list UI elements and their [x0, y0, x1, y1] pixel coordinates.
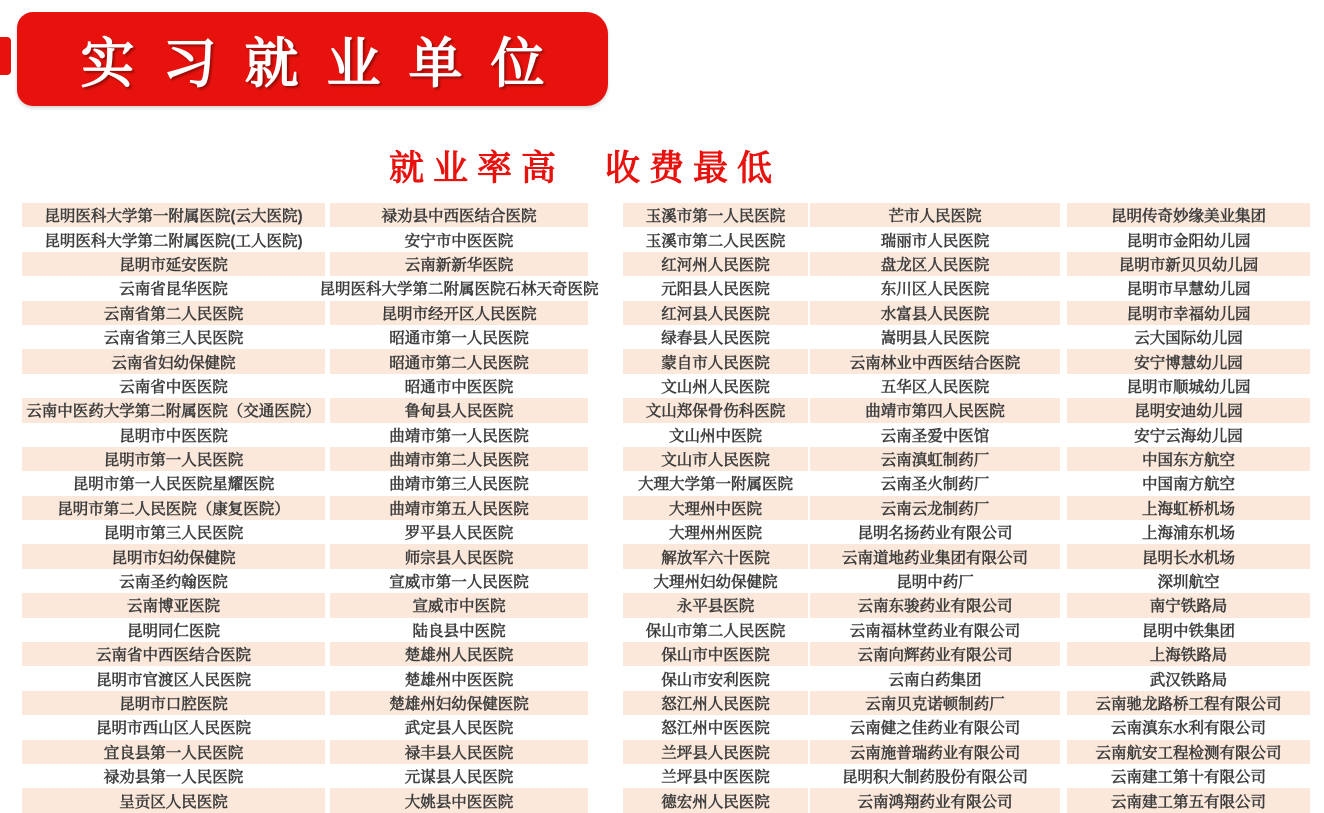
- table-cell: 保山市安利医院: [661, 671, 770, 689]
- table-cell: 昆明医科大学第二附属医院(工人医院): [44, 232, 303, 250]
- table-cell: 云南新新华医院: [330, 252, 588, 276]
- table-cell: 云南驰龙路桥工程有限公司: [1067, 691, 1310, 715]
- table-cell: 昆明市第一人民医院: [22, 447, 325, 471]
- table-cell: 大理州州医院: [668, 525, 762, 543]
- subtitle-right: 收费最低: [605, 149, 782, 188]
- table-cell: 昆明市口腔医院: [22, 691, 325, 715]
- table-cell: 绿春县人民医院: [661, 330, 770, 348]
- table-cell: 楚雄州中医医院: [404, 671, 514, 689]
- table-cell: 昆明市金阳幼儿园: [1126, 232, 1251, 250]
- table-cell: 云南向辉药业有限公司: [810, 642, 1060, 666]
- table-cell: 曲靖市第二人民医院: [330, 447, 588, 471]
- table-cell: 师宗县人民医院: [330, 544, 588, 568]
- table-cell: 文山州人民医院: [661, 378, 770, 396]
- table-cell: 罗平县人民医院: [404, 525, 514, 543]
- table-cell: 昆明长水机场: [1067, 544, 1310, 568]
- table-cell: 德宏州人民医院: [623, 788, 808, 812]
- table-cell: 昆明市第三人民医院: [103, 525, 244, 543]
- table-cell: 昆明医科大学第二附属医院石林天奇医院: [319, 281, 599, 299]
- table-cell: 中国东方航空: [1067, 447, 1310, 471]
- table-cell: 昆明市早慧幼儿园: [1126, 281, 1251, 299]
- table-cell: 文山州中医院: [668, 427, 762, 445]
- table-cell: 云南林业中西医结合医院: [810, 349, 1060, 373]
- table-cell: 云南中医药大学第二附属医院（交通医院）: [22, 398, 325, 422]
- table-cell: 云南省中西医结合医院: [22, 642, 325, 666]
- table-cell: 大理大学第一附属医院: [637, 476, 793, 494]
- table-cell: 玉溪市第一人民医院: [623, 203, 808, 227]
- table-cell: 怒江州中医医院: [661, 720, 770, 738]
- table-cell: 大姚县中医医院: [330, 788, 588, 812]
- table-cell: 蒙自市人民医院: [623, 349, 808, 373]
- table-cell: 昆明同仁医院: [126, 622, 220, 640]
- table-cell: 昆明安迪幼儿园: [1067, 398, 1310, 422]
- table-cell: 大理州中医院: [623, 496, 808, 520]
- table-cell: 元谋县人民医院: [404, 769, 514, 787]
- table-cell: 云南省第三人民医院: [103, 330, 244, 348]
- table-cell: 昆明市延安医院: [22, 252, 325, 276]
- table-cell: 宣威市中医院: [330, 593, 588, 617]
- table-cell: 昆明市幸福幼儿园: [1067, 301, 1310, 325]
- table-cell: 保山市第二人民医院: [645, 622, 786, 640]
- table-cell: 禄劝县中西医结合医院: [330, 203, 588, 227]
- units-table: [22, 203, 1310, 813]
- table-cell: 昆明市第一人民医院星耀医院: [72, 476, 275, 494]
- table-cell: 陆良县中医院: [412, 622, 506, 640]
- table-column-4: [810, 203, 1060, 813]
- table-cell: 玉溪市第二人民医院: [645, 232, 786, 250]
- table-cell: 云南省第二人民医院: [22, 301, 325, 325]
- table-cell: 云大国际幼儿园: [1134, 330, 1243, 348]
- table-cell: 云南建工第十有限公司: [1110, 769, 1266, 787]
- table-cell: 楚雄州人民医院: [330, 642, 588, 666]
- table-cell: 云南博亚医院: [22, 593, 325, 617]
- table-cell: 昆明市经开区人民医院: [330, 301, 588, 325]
- table-cell: 呈贡区人民医院: [22, 788, 325, 812]
- table-cell: 宣威市第一人民医院: [389, 574, 529, 592]
- table-column-3: [623, 203, 808, 813]
- table-cell: 云南道地药业集团有限公司: [810, 544, 1060, 568]
- table-cell: 云南施普瑞药业有限公司: [810, 740, 1060, 764]
- table-column-5: [1067, 203, 1310, 813]
- table-cell: 昆明医科大学第一附属医院(云大医院): [22, 203, 325, 227]
- table-cell: 保山市中医医院: [623, 642, 808, 666]
- table-cell: 云南航安工程检测有限公司: [1067, 740, 1310, 764]
- table-cell: 昆明市第二人民医院（康复医院）: [22, 496, 325, 520]
- table-cell: 深圳航空: [1157, 574, 1220, 592]
- table-cell: 怒江州人民医院: [623, 691, 808, 715]
- page-title: 实习就业单位: [80, 33, 573, 94]
- table-cell: 东川区人民医院: [880, 281, 990, 299]
- table-cell: 云南白药集团: [888, 671, 982, 689]
- table-cell: 云南省昆华医院: [119, 281, 228, 299]
- table-cell: 楚雄州妇幼保健医院: [330, 691, 588, 715]
- subtitle-left: 就业率高: [389, 149, 566, 188]
- table-cell: 瑞丽市人民医院: [880, 232, 990, 250]
- table-cell: 云南东骏药业有限公司: [810, 593, 1060, 617]
- table-column-1: [22, 203, 325, 813]
- table-cell: 上海虹桥机场: [1067, 496, 1310, 520]
- table-cell: 云南健之佳药业有限公司: [849, 720, 1021, 738]
- table-cell: 昆明名扬药业有限公司: [857, 525, 1013, 543]
- table-cell: 昆明中药厂: [896, 574, 974, 592]
- table-cell: 禄丰县人民医院: [330, 740, 588, 764]
- table-cell: 云南云龙制药厂: [810, 496, 1060, 520]
- table-cell: 昭通市第一人民医院: [389, 330, 529, 348]
- table-cell: 云南省妇幼保健院: [22, 349, 325, 373]
- table-cell: 云南省中医医院: [119, 378, 228, 396]
- table-cell: 武定县人民医院: [404, 720, 514, 738]
- table-cell: 水富县人民医院: [810, 301, 1060, 325]
- table-cell: 宜良县第一人民医院: [22, 740, 325, 764]
- table-cell: 安宁市中医医院: [404, 232, 514, 250]
- table-cell: 云南滇虹制药厂: [810, 447, 1060, 471]
- table-cell: 红河县人民医院: [623, 301, 808, 325]
- table-cell: 上海浦东机场: [1141, 525, 1235, 543]
- table-column-2: [319, 203, 599, 813]
- table-cell: 昆明市顺城幼儿园: [1126, 378, 1251, 396]
- table-cell: 昆明传奇妙缘美业集团: [1067, 203, 1310, 227]
- table-cell: 云南滇东水利有限公司: [1110, 720, 1266, 738]
- table-cell: 曲靖市第五人民医院: [330, 496, 588, 520]
- table-cell: 兰坪县中医医院: [661, 769, 770, 787]
- table-cell: 云南圣爱中医馆: [880, 427, 990, 445]
- table-cell: 云南圣火制药厂: [880, 476, 990, 494]
- table-cell: 五华区人民医院: [880, 378, 990, 396]
- table-cell: 上海铁路局: [1067, 642, 1310, 666]
- table-cell: 永平县医院: [623, 593, 808, 617]
- table-cell: 云南建工第五有限公司: [1067, 788, 1310, 812]
- table-cell: 昆明积大制药股份有限公司: [841, 769, 1028, 787]
- table-cell: 武汉铁路局: [1149, 671, 1228, 689]
- table-cell: 禄劝县第一人民医院: [103, 769, 244, 787]
- table-cell: 中国南方航空: [1141, 476, 1235, 494]
- table-cell: 云南福林堂药业有限公司: [849, 622, 1021, 640]
- table-cell: 昭通市中医医院: [404, 378, 514, 396]
- table-cell: 曲靖市第三人民医院: [389, 476, 529, 494]
- table-cell: 南宁铁路局: [1067, 593, 1310, 617]
- table-cell: 文山市人民医院: [623, 447, 808, 471]
- table-cell: 昆明市官渡区人民医院: [95, 671, 251, 689]
- table-cell: 安宁云海幼儿园: [1134, 427, 1243, 445]
- table-cell: 昆明市妇幼保健院: [22, 544, 325, 568]
- table-cell: 鲁甸县人民医院: [330, 398, 588, 422]
- table-cell: 兰坪县人民医院: [623, 740, 808, 764]
- table-cell: 昆明中铁集团: [1141, 622, 1235, 640]
- title-banner: [17, 12, 608, 106]
- table-cell: 大理州妇幼保健院: [653, 574, 778, 592]
- table-cell: 云南圣约翰医院: [119, 574, 228, 592]
- table-cell: 昆明市中医医院: [119, 427, 228, 445]
- table-cell: 芒市人民医院: [810, 203, 1060, 227]
- subtitle: [389, 141, 781, 191]
- table-cell: 云南鸿翔药业有限公司: [810, 788, 1060, 812]
- table-cell: 曲靖市第一人民医院: [389, 427, 529, 445]
- table-cell: 云南贝克诺顿制药厂: [810, 691, 1060, 715]
- table-cell: 嵩明县人民医院: [880, 330, 990, 348]
- table-cell: 红河州人民医院: [623, 252, 808, 276]
- table-cell: 文山郑保骨伤科医院: [623, 398, 808, 422]
- table-cell: 昭通市第二人民医院: [330, 349, 588, 373]
- table-cell: 曲靖市第四人民医院: [810, 398, 1060, 422]
- table-cell: 安宁博慧幼儿园: [1067, 349, 1310, 373]
- table-cell: 解放军六十医院: [623, 544, 808, 568]
- table-cell: 昆明市新贝贝幼儿园: [1067, 252, 1310, 276]
- table-cell: 盘龙区人民医院: [810, 252, 1060, 276]
- banner-left-strip: [0, 37, 11, 75]
- table-cell: 元阳县人民医院: [661, 281, 770, 299]
- table-cell: 昆明市西山区人民医院: [95, 720, 251, 738]
